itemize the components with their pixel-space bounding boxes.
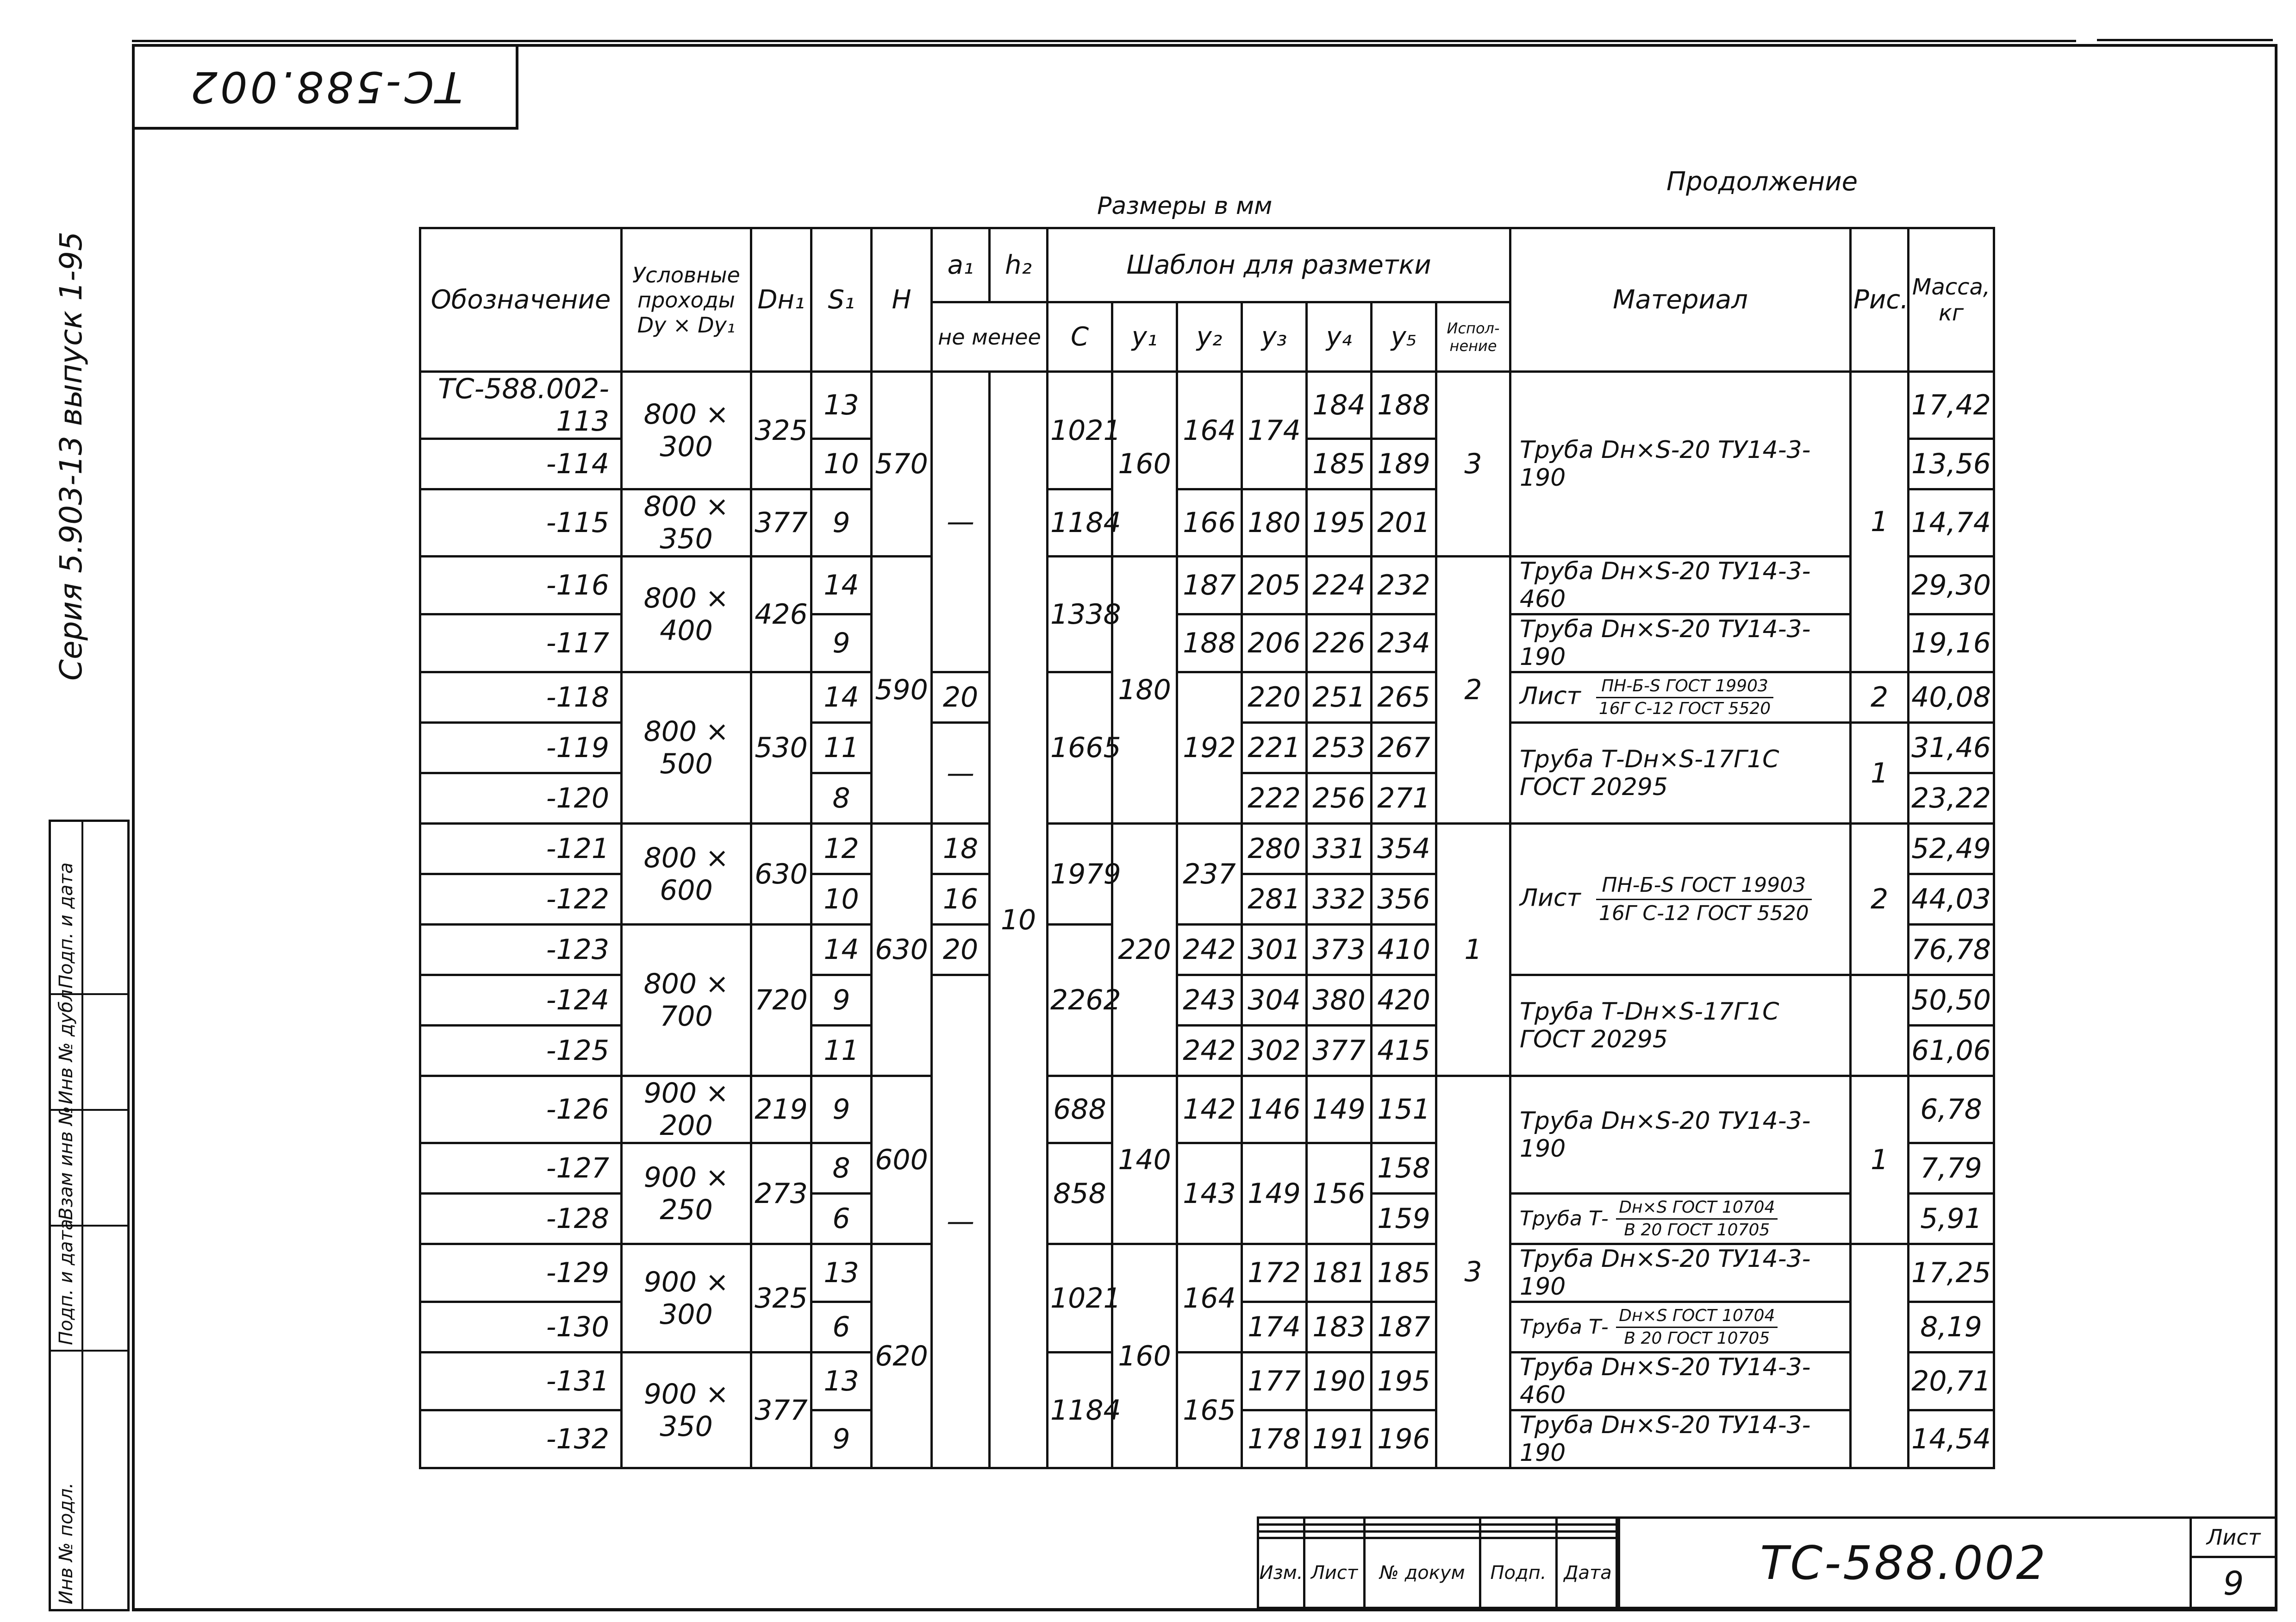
cell-y5: 195 [1372, 1353, 1436, 1410]
cell-dn1: 630 [751, 824, 811, 925]
cell-y5: 232 [1372, 557, 1436, 614]
fraction-denominator: В 20 ГОСТ 10705 [1624, 1328, 1770, 1348]
col-y5: y₅ [1372, 302, 1436, 372]
cell-designation: -128 [420, 1194, 622, 1244]
cell-designation: -121 [420, 824, 622, 874]
cell-y4: 191 [1307, 1410, 1372, 1468]
cell-dn1: 426 [751, 557, 811, 672]
cell-designation: -119 [420, 723, 622, 773]
grid-cell [1258, 1531, 1304, 1538]
cell-c: 1338 [1048, 557, 1112, 672]
cell-dn1: 273 [751, 1143, 811, 1244]
cell-y2: 165 [1177, 1353, 1242, 1468]
cell-mass: 76,78 [1909, 925, 1994, 975]
col-y3: y₃ [1242, 302, 1307, 372]
cell-dn1: 377 [751, 1353, 811, 1468]
grid-cell [1480, 1531, 1557, 1538]
cell-s1: 8 [811, 773, 872, 824]
cell-y3: 205 [1242, 557, 1307, 614]
cell-c: 1665 [1048, 672, 1112, 824]
strip-sign-date-2: Подп. и дата [56, 862, 77, 989]
cell-y2: 242 [1177, 1026, 1242, 1076]
cell-y2: 187 [1177, 557, 1242, 614]
cell-material: Труба Dн×S-20 ТУ14-3-190 [1510, 614, 1851, 672]
cell-y4: 331 [1307, 824, 1372, 874]
cell-y1: 140 [1112, 1076, 1177, 1244]
cell-mass: 20,71 [1909, 1353, 1994, 1410]
table-row [420, 372, 1994, 439]
cell-y3: 304 [1242, 975, 1307, 1026]
cell-s1: 9 [811, 975, 872, 1026]
cell-y4: 224 [1307, 557, 1372, 614]
cell-c: 1184 [1048, 1353, 1112, 1468]
cell-version: 1 [1436, 824, 1510, 1076]
cell-y5: 354 [1372, 824, 1436, 874]
cell-s1: 11 [811, 723, 872, 773]
material-text: Труба Т- [1520, 1207, 1609, 1230]
material-fraction [1616, 1305, 1778, 1349]
cell-material: Труба Dн×S-20 ТУ14-3-460 [1510, 557, 1851, 614]
cell-c: 2262 [1048, 925, 1112, 1076]
cell-y2: 164 [1177, 372, 1242, 489]
revision-grid [1257, 1516, 1620, 1609]
material-fraction [1596, 676, 1773, 720]
cell-y4: 156 [1307, 1143, 1372, 1244]
col-h: H [872, 228, 932, 372]
cell-mass: 14,74 [1909, 489, 1994, 557]
cell-mass: 50,50 [1909, 975, 1994, 1026]
cell-mass: 13,56 [1909, 439, 1994, 489]
material-text: Труба Т- [1520, 1315, 1609, 1339]
cell-s1: 9 [811, 1410, 872, 1468]
cell-a1: — [932, 723, 990, 824]
cell-y2: 192 [1177, 672, 1242, 824]
label-signature: Подп. [1480, 1538, 1557, 1608]
cell-mass: 6,78 [1909, 1076, 1994, 1143]
grid-cell [1365, 1518, 1480, 1525]
cell-material: Труба Dн×S-20 ТУ14-3-190 [1510, 1244, 1851, 1302]
cell-y3: 149 [1242, 1143, 1307, 1244]
cell-version: 2 [1436, 557, 1510, 824]
cell-y1: 160 [1112, 372, 1177, 557]
cell-c: 1979 [1048, 824, 1112, 925]
cell-c: 1184 [1048, 489, 1112, 557]
cell-designation: -116 [420, 557, 622, 614]
cell-y1: 220 [1112, 824, 1177, 1076]
cell-designation: -124 [420, 975, 622, 1026]
cell-mass: 23,22 [1909, 773, 1994, 824]
label-date: Дата [1557, 1538, 1619, 1608]
cell-mass: 7,79 [1909, 1143, 1994, 1194]
cell-dn1: 219 [751, 1076, 811, 1143]
cell-mass: 8,19 [1909, 1302, 1994, 1353]
cell-fig: 1 [1851, 1076, 1909, 1244]
cell-y3: 206 [1242, 614, 1307, 672]
cell-material [1510, 1302, 1851, 1353]
cell-c: 688 [1048, 1076, 1112, 1143]
cell-y5: 189 [1372, 439, 1436, 489]
fraction-denominator: 16Г С-12 ГОСТ 5520 [1598, 699, 1771, 718]
fraction-numerator: Dн×S ГОСТ 10704 [1616, 1305, 1778, 1328]
cell-y4: 181 [1307, 1244, 1372, 1302]
cell-y3: 174 [1242, 1302, 1307, 1353]
cell-nominal: 800 × 400 [622, 557, 751, 672]
cell-y3: 281 [1242, 874, 1307, 925]
cell-y5: 267 [1372, 723, 1436, 773]
cell-y4: 373 [1307, 925, 1372, 975]
cell-mass: 61,06 [1909, 1026, 1994, 1076]
fraction-denominator: 16Г С-12 ГОСТ 5520 [1598, 901, 1809, 925]
cell-y3: 301 [1242, 925, 1307, 975]
cell-designation: -125 [420, 1026, 622, 1076]
cell-designation: -115 [420, 489, 622, 557]
cell-y2: 188 [1177, 614, 1242, 672]
col-material: Материал [1510, 228, 1851, 372]
cell-fig: 2 [1851, 672, 1909, 723]
grid-cell [1258, 1524, 1304, 1531]
cell-version: 3 [1436, 1076, 1510, 1468]
col-mass: Масса, кг [1909, 228, 1994, 372]
sheet-label: Лист [2192, 1519, 2275, 1558]
material-fraction [1616, 1197, 1778, 1241]
col-s1: S₁ [811, 228, 872, 372]
col-c: C [1048, 302, 1112, 372]
cell-y1: 160 [1112, 1244, 1177, 1468]
cell-y2: 142 [1177, 1076, 1242, 1143]
cell-s1: 6 [811, 1302, 872, 1353]
cell-s1: 11 [811, 1026, 872, 1076]
grid-cell [1304, 1524, 1365, 1531]
grid-cell [1480, 1518, 1557, 1525]
cell-a1: 20 [932, 925, 990, 975]
cell-nominal: 800 × 500 [622, 672, 751, 824]
cell-a1: — [932, 372, 990, 672]
cell-y3: 221 [1242, 723, 1307, 773]
cell-material: Труба Т-Dн×S-17Г1С ГОСТ 20295 [1510, 723, 1851, 824]
fraction-denominator: В 20 ГОСТ 10705 [1624, 1220, 1770, 1240]
cell-material [1510, 824, 1851, 975]
cell-h: 630 [872, 824, 932, 1076]
code-stamp-text: ТС-588.002 [187, 62, 463, 112]
sheet-number: 9 [2223, 1565, 2244, 1603]
cell-s1: 12 [811, 824, 872, 874]
cell-h: 570 [872, 372, 932, 557]
table-row [420, 1244, 1994, 1302]
cell-nominal: 900 × 350 [622, 1353, 751, 1468]
grid-cell [1365, 1524, 1480, 1531]
cell-nominal: 800 × 600 [622, 824, 751, 925]
left-margin-strip [49, 820, 130, 1611]
col-y2: y₂ [1177, 302, 1242, 372]
cell-designation: -117 [420, 614, 622, 672]
cell-s1: 13 [811, 1244, 872, 1302]
label-sheet: Лист [1304, 1538, 1365, 1608]
cell-c: 1021 [1048, 1244, 1112, 1353]
cell-s1: 13 [811, 1353, 872, 1410]
cell-y4: 256 [1307, 773, 1372, 824]
cell-a1: 16 [932, 874, 990, 925]
cell-s1: 9 [811, 489, 872, 557]
cell-y4: 226 [1307, 614, 1372, 672]
col-a1: a₁ [932, 228, 990, 302]
col-h2: h₂ [990, 228, 1048, 302]
cell-fig: 1 [1851, 372, 1909, 672]
cell-y4: 332 [1307, 874, 1372, 925]
table-row [420, 1076, 1994, 1143]
cell-h: 600 [872, 1076, 932, 1244]
fraction-numerator: ПН-Б-S ГОСТ 19903 [1596, 676, 1773, 698]
fraction-numerator: ПН-Б-S ГОСТ 19903 [1596, 872, 1812, 900]
cell-a1: 18 [932, 824, 990, 874]
cell-y3: 172 [1242, 1244, 1307, 1302]
dims-caption: Размеры в мм [1097, 192, 1273, 220]
grid-cell [1480, 1524, 1557, 1531]
cell-s1: 14 [811, 557, 872, 614]
cell-dn1: 325 [751, 1244, 811, 1353]
cell-s1: 8 [811, 1143, 872, 1194]
cell-y5: 356 [1372, 874, 1436, 925]
cell-fig-empty [1851, 1244, 1909, 1468]
cell-y5: 201 [1372, 489, 1436, 557]
cell-nominal: 800 × 700 [622, 925, 751, 1076]
col-template-group: Шаблон для разметки [1048, 228, 1510, 302]
strip-replace-inv: Взам инв № [56, 1106, 77, 1220]
cell-s1: 9 [811, 614, 872, 672]
cell-nominal: 800 × 300 [622, 372, 751, 489]
col-dn1: Dн₁ [751, 228, 811, 372]
cell-designation: -118 [420, 672, 622, 723]
cell-y4: 377 [1307, 1026, 1372, 1076]
col-version: Испол-нение [1436, 302, 1510, 372]
cell-y3: 177 [1242, 1353, 1307, 1410]
cell-y5: 196 [1372, 1410, 1436, 1468]
cell-designation: -127 [420, 1143, 622, 1194]
cell-y5: 415 [1372, 1026, 1436, 1076]
sheet-box [2190, 1516, 2277, 1609]
fraction-numerator: Dн×S ГОСТ 10704 [1616, 1197, 1778, 1220]
code-stamp [132, 44, 518, 130]
cell-material: Труба Dн×S-20 ТУ14-3-190 [1510, 1076, 1851, 1194]
col-fig: Рис. [1851, 228, 1909, 372]
cell-s1: 10 [811, 874, 872, 925]
cell-y5: 188 [1372, 372, 1436, 439]
cell-fig: 2 [1851, 824, 1909, 975]
cell-y4: 195 [1307, 489, 1372, 557]
cell-mass: 19,16 [1909, 614, 1994, 672]
cell-material: Труба Dн×S-20 ТУ14-3-460 [1510, 1353, 1851, 1410]
material-text: Лист [1520, 682, 1581, 710]
cell-s1: 13 [811, 372, 872, 439]
col-nominal-passage: Условные проходы Dу × Dу₁ [622, 228, 751, 372]
grid-cell [1557, 1518, 1619, 1525]
cell-designation: -120 [420, 773, 622, 824]
cell-s1: 14 [811, 672, 872, 723]
cell-y4: 149 [1307, 1076, 1372, 1143]
cell-c: 1021 [1048, 372, 1112, 489]
cell-nominal: 800 × 350 [622, 489, 751, 557]
cell-y3: 220 [1242, 672, 1307, 723]
frame-top-line-right [2097, 39, 2273, 41]
cell-material: Труба Dн×S-20 ТУ14-3-190 [1510, 1410, 1851, 1468]
cell-fig: 1 [1851, 723, 1909, 824]
grid-cell [1365, 1531, 1480, 1538]
cell-y3: 302 [1242, 1026, 1307, 1076]
cell-s1: 6 [811, 1194, 872, 1244]
cell-nominal: 900 × 300 [622, 1244, 751, 1353]
cell-material [1510, 672, 1851, 723]
cell-designation: -122 [420, 874, 622, 925]
col-y4: y₄ [1307, 302, 1372, 372]
spec-table [419, 227, 1995, 1469]
cell-dn1: 530 [751, 672, 811, 824]
table-row [420, 1353, 1994, 1410]
grid-cell [1557, 1531, 1619, 1538]
cell-y5: 271 [1372, 773, 1436, 824]
cell-y2: 164 [1177, 1244, 1242, 1353]
strip-inv-original: Инв № подл. [56, 1482, 77, 1604]
cell-nominal: 900 × 200 [622, 1076, 751, 1143]
cell-designation: -130 [420, 1302, 622, 1353]
grid-cell [1304, 1531, 1365, 1538]
cell-y3: 280 [1242, 824, 1307, 874]
grid-cell [1557, 1524, 1619, 1531]
cell-s1: 14 [811, 925, 872, 975]
cell-version: 3 [1436, 372, 1510, 557]
cell-y1: 180 [1112, 557, 1177, 824]
cell-y2: 243 [1177, 975, 1242, 1026]
cell-h: 590 [872, 557, 932, 824]
cell-c: 858 [1048, 1143, 1112, 1244]
cell-y2: 242 [1177, 925, 1242, 975]
cell-s1: 9 [811, 1076, 872, 1143]
cell-y4: 184 [1307, 372, 1372, 439]
cell-dn1: 377 [751, 489, 811, 557]
cell-y2: 166 [1177, 489, 1242, 557]
cell-y3: 146 [1242, 1076, 1307, 1143]
cell-designation: -131 [420, 1353, 622, 1410]
cell-y4: 185 [1307, 439, 1372, 489]
cell-y5: 158 [1372, 1143, 1436, 1194]
material-fraction [1596, 872, 1812, 927]
cell-mass: 29,30 [1909, 557, 1994, 614]
title-code: ТС-588.002 [1616, 1516, 2192, 1609]
cell-mass: 40,08 [1909, 672, 1994, 723]
grid-cell [1304, 1518, 1365, 1525]
cell-y3: 180 [1242, 489, 1307, 557]
material-text: Лист [1520, 884, 1581, 912]
series-text: Серия 5.903-13 выпуск 1-95 [53, 231, 89, 681]
cell-h: 620 [872, 1244, 932, 1468]
cell-y5: 420 [1372, 975, 1436, 1026]
cell-h2: 10 [990, 372, 1048, 1468]
label-change: Изм. [1258, 1538, 1304, 1608]
cell-y4: 380 [1307, 975, 1372, 1026]
cell-y2: 143 [1177, 1143, 1242, 1244]
col-not-less: не менее [932, 302, 1048, 372]
cell-y4: 253 [1307, 723, 1372, 773]
cell-y3: 178 [1242, 1410, 1307, 1468]
cell-mass: 14,54 [1909, 1410, 1994, 1468]
cell-y5: 187 [1372, 1302, 1436, 1353]
cell-y4: 251 [1307, 672, 1372, 723]
cell-y3: 174 [1242, 372, 1307, 489]
strip-row-line [51, 1350, 127, 1352]
strip-divider [81, 822, 83, 1609]
table-row [420, 672, 1994, 723]
cell-designation: -132 [420, 1410, 622, 1468]
frame-top-line [132, 40, 2076, 42]
cell-y5: 265 [1372, 672, 1436, 723]
cell-y3: 222 [1242, 773, 1307, 824]
label-doc-number: № докум [1365, 1538, 1480, 1608]
cell-y5: 234 [1372, 614, 1436, 672]
cell-mass: 17,25 [1909, 1244, 1994, 1302]
cell-s1: 10 [811, 439, 872, 489]
cell-y5: 185 [1372, 1244, 1436, 1302]
cell-y2: 237 [1177, 824, 1242, 925]
cell-y4: 190 [1307, 1353, 1372, 1410]
cell-mass: 44,03 [1909, 874, 1994, 925]
cell-mass: 31,46 [1909, 723, 1994, 773]
cell-material: Труба Dн×S-20 ТУ14-3-190 [1510, 372, 1851, 557]
cell-a1: — [932, 975, 990, 1468]
cell-designation: -126 [420, 1076, 622, 1143]
cell-y5: 410 [1372, 925, 1436, 975]
cell-designation: -129 [420, 1244, 622, 1302]
continuation-label: Продолжение [1666, 167, 1858, 197]
cell-a1: 20 [932, 672, 990, 723]
grid-cell [1258, 1518, 1304, 1525]
strip-inv-dup: Инв № дубл [56, 989, 77, 1104]
cell-mass: 52,49 [1909, 824, 1994, 874]
cell-nominal: 900 × 250 [622, 1143, 751, 1244]
cell-designation: ТС-588.002-113 [420, 372, 622, 439]
cell-dn1: 720 [751, 925, 811, 1076]
table-row [420, 557, 1994, 614]
cell-y5: 159 [1372, 1194, 1436, 1244]
col-designation: Обозначение [420, 228, 622, 372]
cell-fig-empty [1851, 975, 1909, 1076]
table-row [420, 824, 1994, 874]
col-y1: y₁ [1112, 302, 1177, 372]
cell-material [1510, 1194, 1851, 1244]
cell-y5: 151 [1372, 1076, 1436, 1143]
cell-material: Труба Т-Dн×S-17Г1С ГОСТ 20295 [1510, 975, 1851, 1076]
cell-mass: 5,91 [1909, 1194, 1994, 1244]
cell-dn1: 325 [751, 372, 811, 489]
cell-y4: 183 [1307, 1302, 1372, 1353]
cell-designation: -114 [420, 439, 622, 489]
strip-sign-date-1: Подп. и дата [56, 1219, 77, 1345]
cell-mass: 17,42 [1909, 372, 1994, 439]
cell-designation: -123 [420, 925, 622, 975]
